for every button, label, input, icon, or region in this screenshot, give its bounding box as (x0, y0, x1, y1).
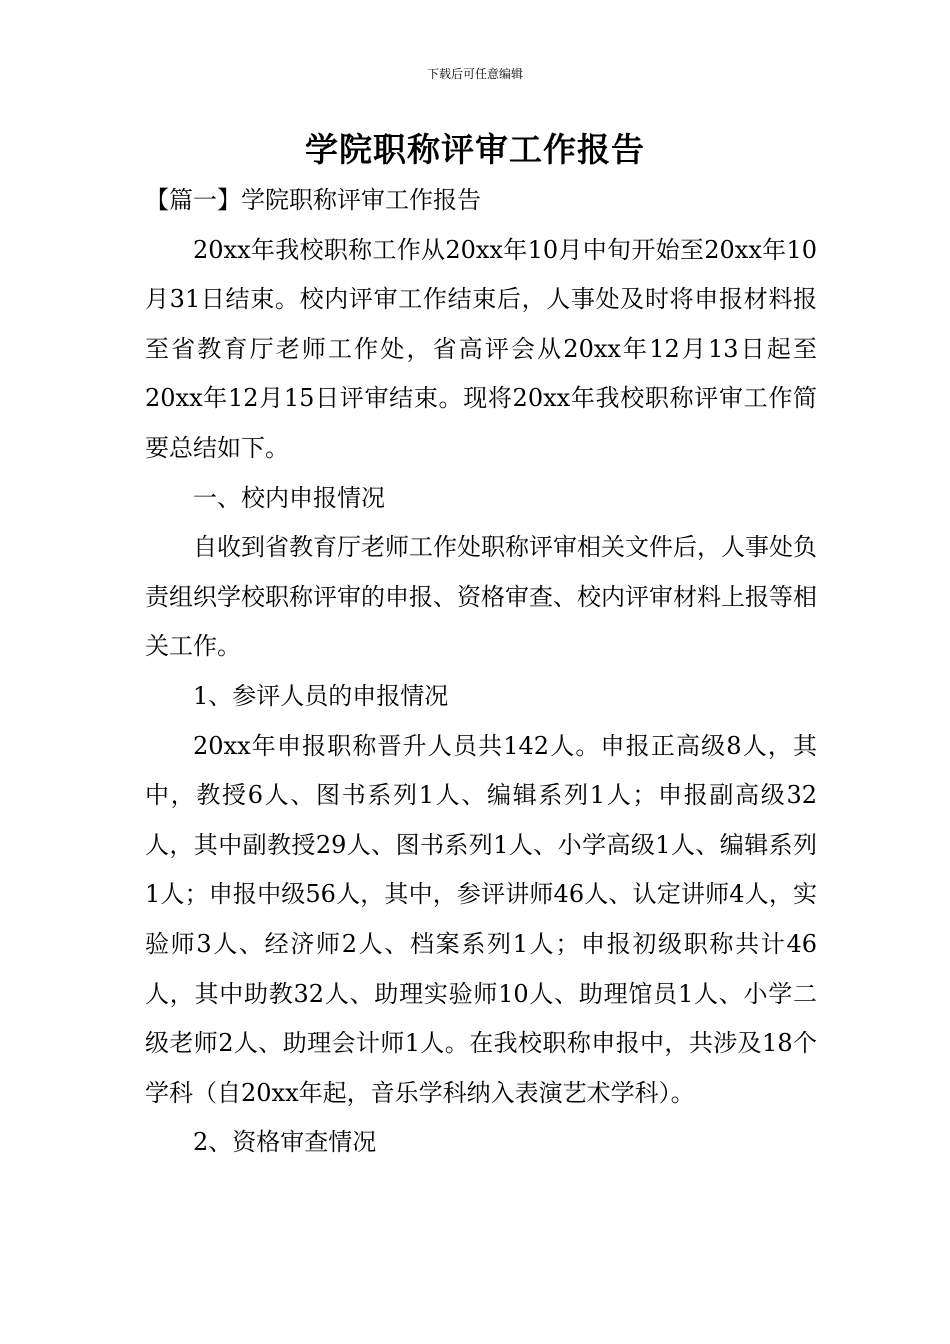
page-header-note: 下载后可任意编辑 (426, 67, 523, 81)
document-title: 学院职称评审工作报告 (305, 130, 645, 169)
paragraph-applicant-status: 20xx年申报职称晋升人员共142人。申报正高级8人，其中，教授6人、图书系列1人、编辑系列1人；申报副高级32人，其中副教授29人、图书系列1人、小学高级1人、编辑系列1人；申报中级56人，其中，参评讲师46人、认定讲师4人，实验师3人、经济师2人、档案系列1人；申报初级职称共计46人，其中助教32人、助理实验师10人、助理馆员1人、小学二级老师2人、助理会计师1人。在我校职称申报中，共涉及18个学科（自20xx年起，音乐学科纳入表演艺术学科）。 (145, 731, 817, 1107)
paragraph-intro: 20xx年我校职称工作从20xx年10月中旬开始至20xx年10月31日结束。校内评审工作结束后，人事处及时将申报材料报至省教育厅老师工作处，省高评会从20xx年12月13日起至20xx年12月15日评审结束。现将20xx年我校职称评审工作简要总结如下。 (145, 235, 817, 462)
document-body (145, 176, 817, 1168)
section-label: 【篇一】学院职称评审工作报告 (145, 186, 481, 214)
heading-campus-application: 一、校内申报情况 (193, 483, 385, 512)
paragraph-campus-application: 自收到省教育厅老师工作处职称评审相关文件后，人事处负责组织学校职称评审的申报、资格审查、校内评审材料上报等相关工作。 (145, 533, 817, 661)
heading-qualification-review: 2、资格审查情况 (193, 1128, 377, 1157)
heading-applicant-status: 1、参评人员的申报情况 (193, 681, 449, 710)
